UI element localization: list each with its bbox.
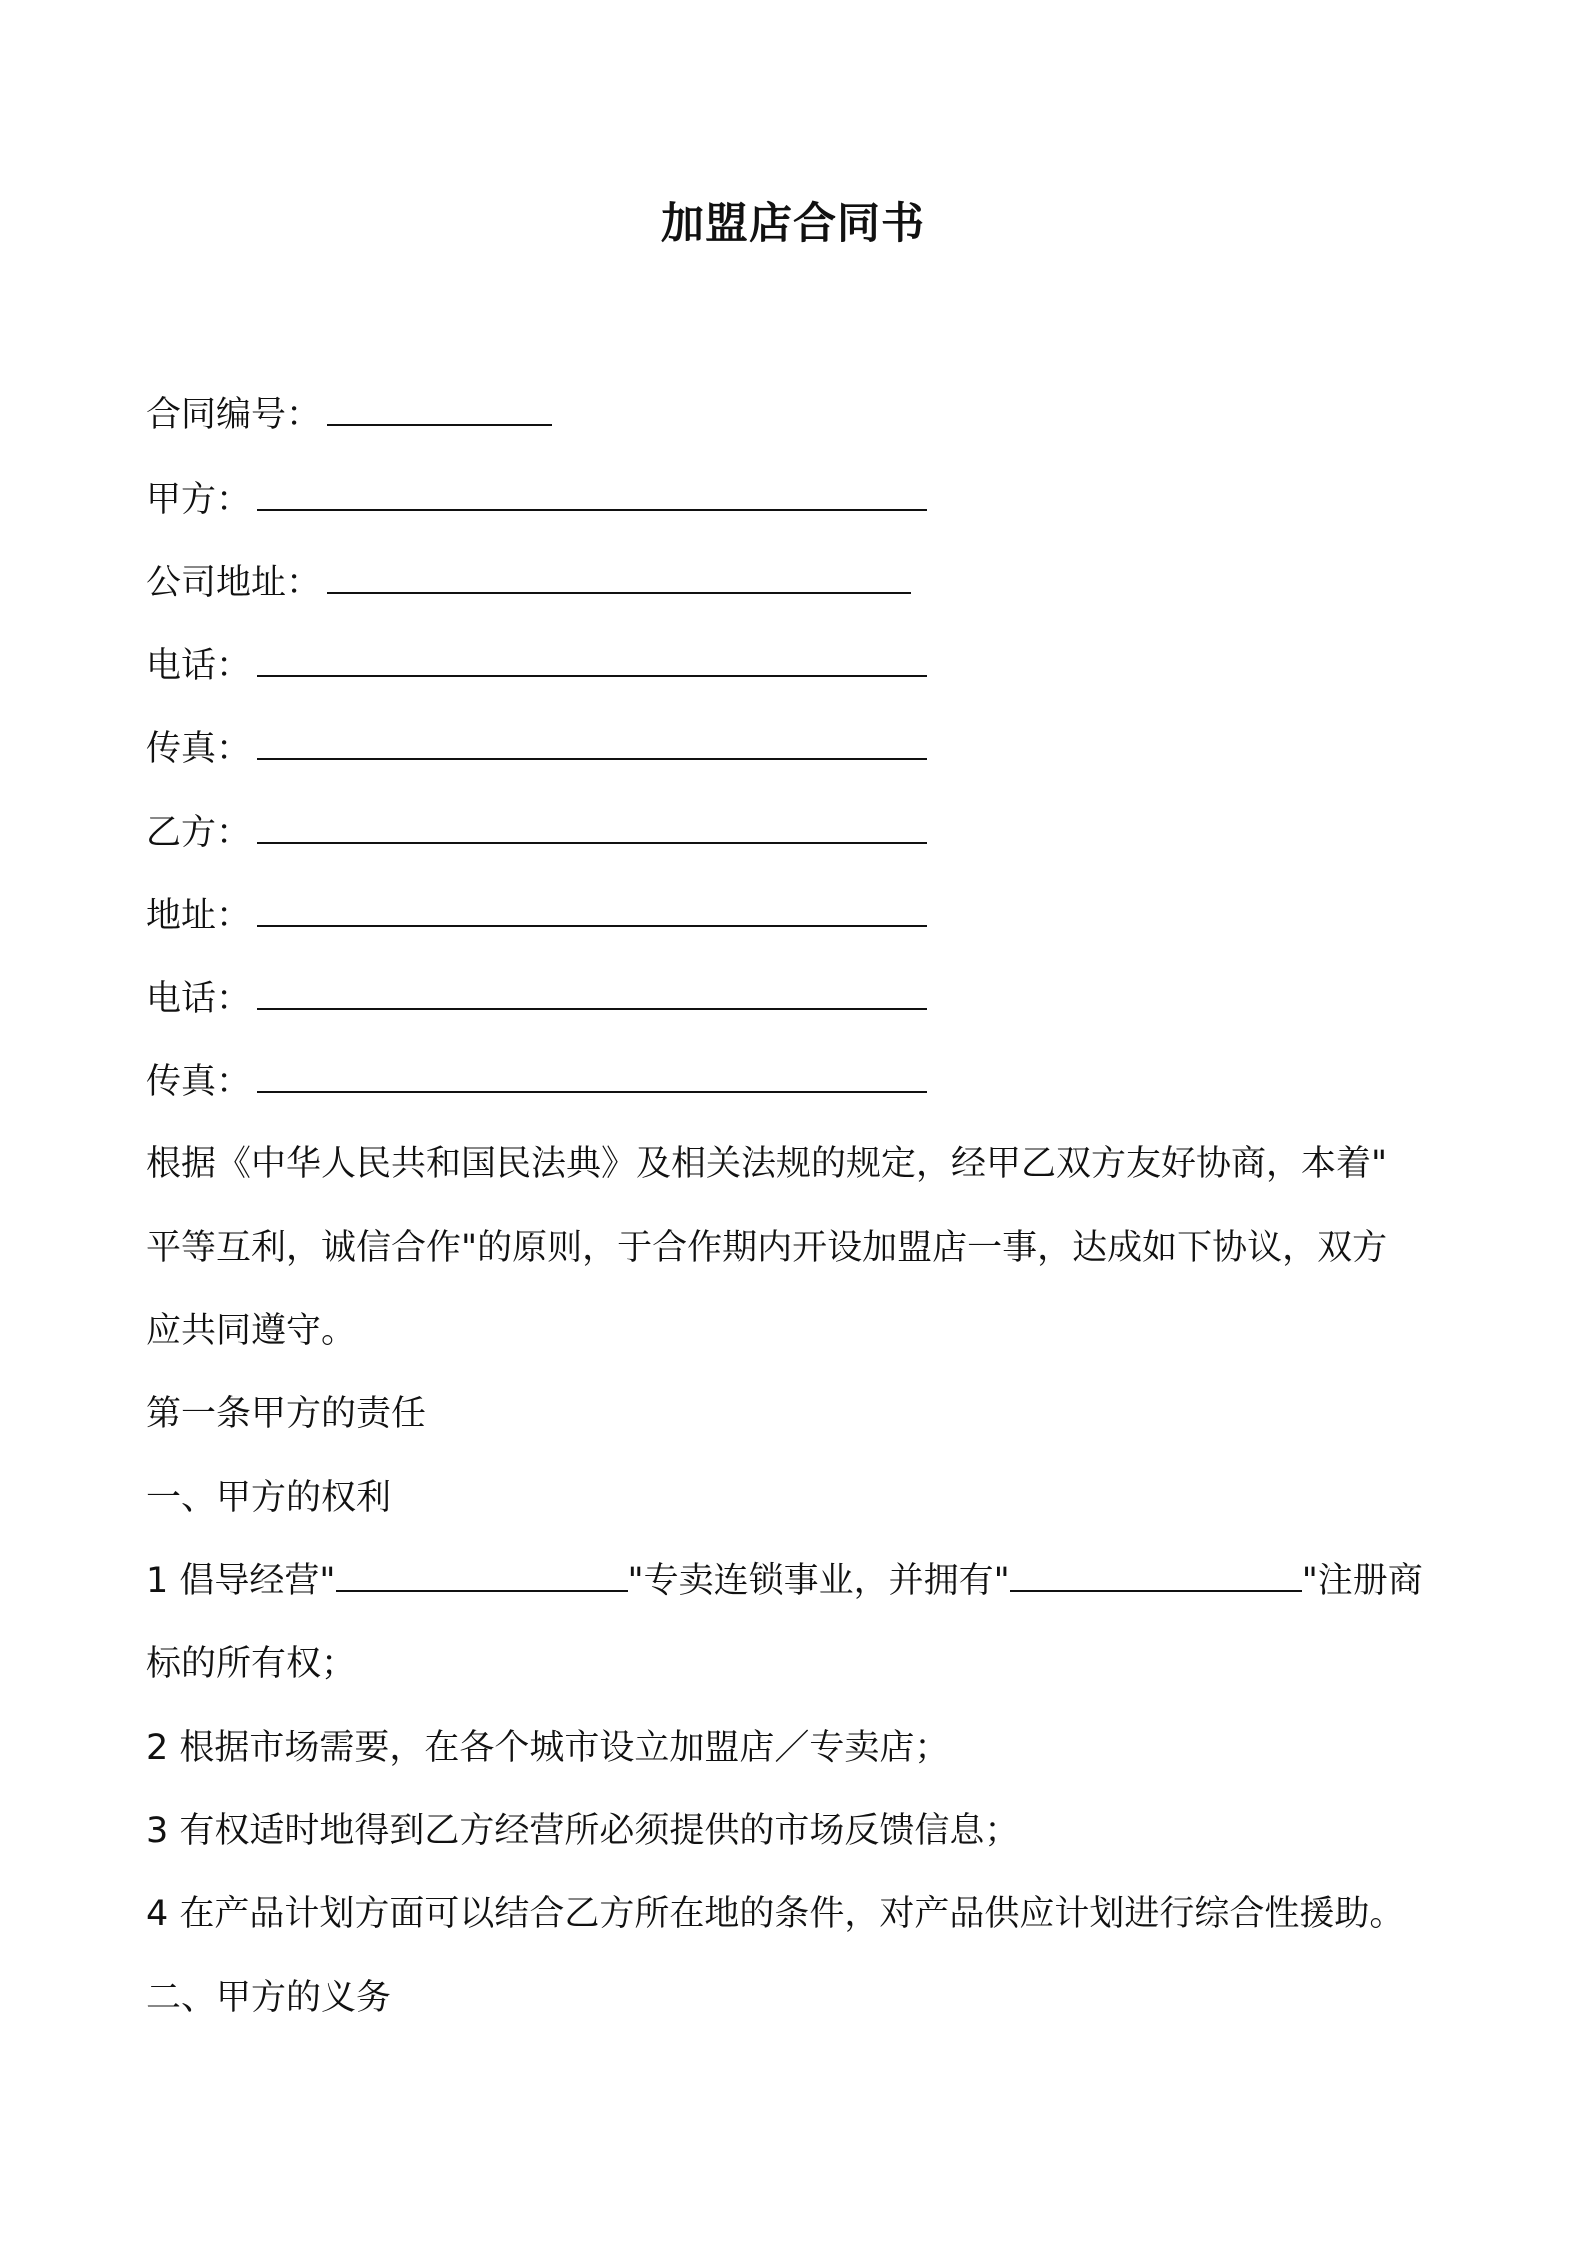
company-address-blank[interactable] [327,558,911,594]
field-label: 电话： [146,646,252,686]
field-fax-a [146,724,927,773]
field-label: 传真： [146,1062,252,1102]
item-1-line-1 [146,1557,1423,1605]
item-1-part-1: 1 倡导经营" [146,1561,336,1601]
item-1-part-2: "专卖连锁事业，并拥有" [627,1561,1010,1601]
field-phone-a [146,641,927,690]
intro-line-2: 平等互利，诚信合作"的原则，于合作期内开设加盟店一事，达成如下协议，双方 [146,1228,1388,1268]
field-phone-b [146,974,927,1023]
fax-a-blank[interactable] [257,724,927,760]
party-a-blank[interactable] [257,475,927,511]
field-label: 甲方： [146,480,252,520]
party-b-blank[interactable] [257,808,927,844]
field-label: 合同编号： [146,395,322,435]
item-2: 2 根据市场需要，在各个城市设立加盟店／专卖店； [146,1728,950,1768]
article-1-heading: 第一条甲方的责任 [146,1394,427,1434]
field-company-address [146,558,911,607]
item-1-line-2: 标的所有权； [146,1644,357,1684]
field-label: 传真： [146,729,252,769]
field-label: 地址： [146,896,252,936]
section-2-heading: 二、甲方的义务 [146,1978,392,2018]
item-1-blank-1[interactable] [336,1558,628,1592]
intro-line-3: 应共同遵守。 [146,1311,357,1351]
section-1-heading: 一、甲方的权利 [146,1478,392,1518]
address-b-blank[interactable] [257,891,927,927]
item-1-part-3: "注册商 [1301,1561,1423,1601]
item-4: 4 在产品计划方面可以结合乙方所在地的条件，对产品供应计划进行综合性援助。 [146,1894,1405,1934]
field-label: 电话： [146,979,252,1019]
phone-a-blank[interactable] [257,641,927,677]
field-party-a [146,475,927,524]
intro-line-1: 根据《中华人民共和国民法典》及相关法规的规定，经甲乙双方友好协商，本着" [146,1144,1388,1184]
phone-b-blank[interactable] [257,974,927,1010]
document-title: 加盟店合同书 [661,199,925,249]
field-contract-number [146,390,552,439]
contract-number-blank[interactable] [327,390,552,426]
field-fax-b [146,1057,927,1106]
item-1-blank-2[interactable] [1010,1558,1302,1592]
fax-b-blank[interactable] [257,1057,927,1093]
field-label: 公司地址： [146,563,322,603]
field-label: 乙方： [146,813,252,853]
field-address-b [146,891,927,940]
item-3: 3 有权适时地得到乙方经营所必须提供的市场反馈信息； [146,1811,1020,1851]
field-party-b [146,808,927,857]
